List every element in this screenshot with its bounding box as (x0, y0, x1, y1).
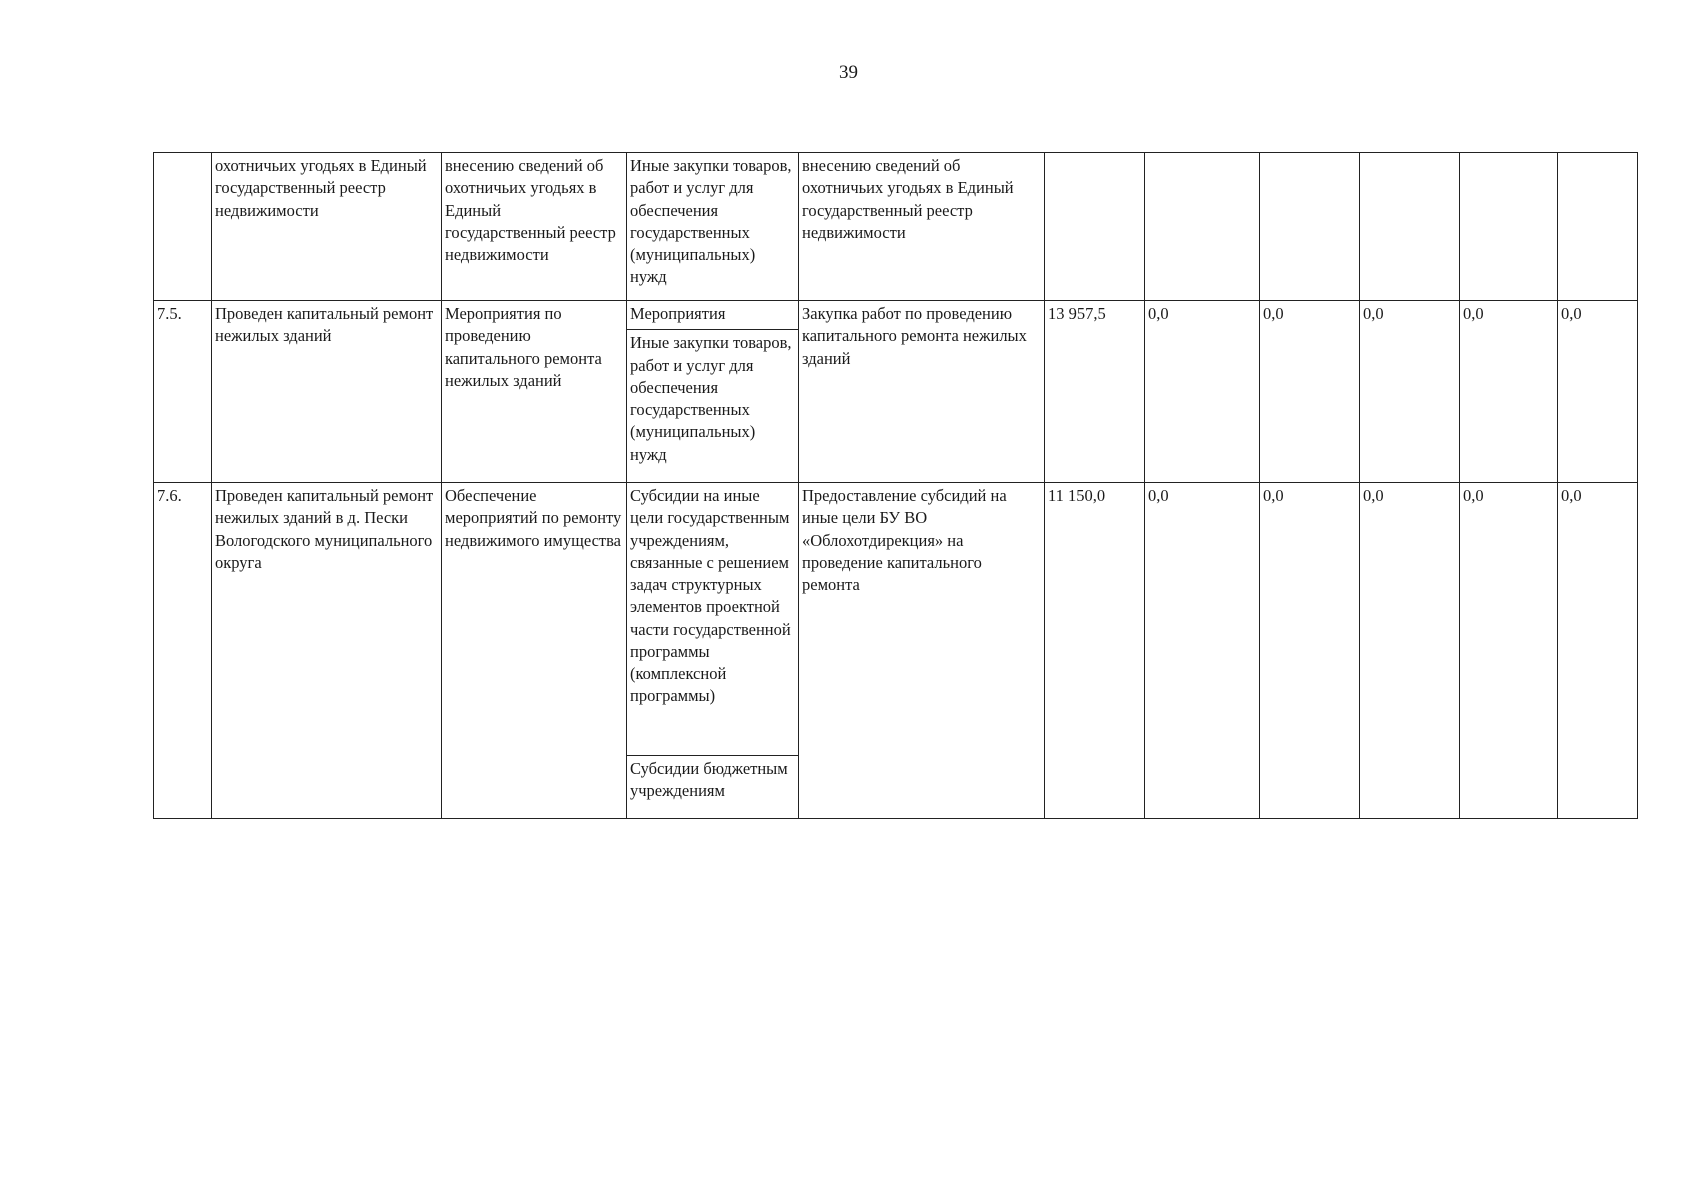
description-cell: Предоставление субсидий на иные цели БУ ВО «Облохотдирекция» на проведение капитального ремонта (799, 483, 1045, 819)
amount-cell: 13 957,5 (1045, 301, 1145, 483)
row-number (154, 153, 212, 301)
table-row (154, 301, 1638, 483)
page-number: 39 (839, 62, 858, 83)
amount-cell: 11 150,0 (1045, 483, 1145, 819)
program-activities-table (153, 152, 1638, 819)
activity-cell: внесению сведений об охотничьих угодьях в Единый государственный реестр недвижимости (442, 153, 627, 301)
result-cell: Проведен капитальный ремонт нежилых зданий (212, 301, 442, 483)
expense-type-cell: Иные закупки товаров, работ и услуг для обеспечения государственных (муниципальных) нужд (627, 153, 799, 301)
expense-type-group: Мероприятия (630, 304, 726, 323)
amount-cell: 0,0 (1460, 301, 1558, 483)
table-row (154, 153, 1638, 301)
amount-cell (1460, 153, 1558, 301)
row-number: 7.6. (154, 483, 212, 819)
expense-type-cell (627, 301, 799, 483)
description-cell: Закупка работ по проведению капитального ремонта нежилых зданий (799, 301, 1045, 483)
row-number: 7.5. (154, 301, 212, 483)
result-cell: Проведен капитальный ремонт нежилых зданий в д. Пески Вологодского муниципального округа (212, 483, 442, 819)
expense-type-group: Субсидии на иные цели государственным учреждениям, связанные с решением задач структурных элементов проектной части государственной программы (комплексной программы) (630, 486, 791, 706)
expense-type-item: Иные закупки товаров, работ и услуг для обеспечения государственных (муниципальных) нужд (627, 329, 798, 470)
amount-cell: 0,0 (1145, 301, 1260, 483)
amount-cell: 0,0 (1360, 301, 1460, 483)
activity-cell: Обеспечение мероприятий по ремонту недвижимого имущества (442, 483, 627, 819)
amount-cell: 0,0 (1460, 483, 1558, 819)
amount-cell: 0,0 (1360, 483, 1460, 819)
table-row (154, 483, 1638, 819)
amount-cell: 0,0 (1145, 483, 1260, 819)
amount-cell (1360, 153, 1460, 301)
amount-cell (1260, 153, 1360, 301)
amount-cell: 0,0 (1260, 301, 1360, 483)
amount-cell (1145, 153, 1260, 301)
amount-cell (1045, 153, 1145, 301)
expense-type-item: Субсидии бюджетным учреждениям (627, 755, 798, 807)
amount-cell: 0,0 (1558, 483, 1638, 819)
expense-type-cell (627, 483, 799, 819)
amount-cell: 0,0 (1558, 301, 1638, 483)
result-cell: охотничьих угодьях в Единый государственный реестр недвижимости (212, 153, 442, 301)
amount-cell: 0,0 (1260, 483, 1360, 819)
description-cell: внесению сведений об охотничьих угодьях в Единый государственный реестр недвижимости (799, 153, 1045, 301)
amount-cell (1558, 153, 1638, 301)
activity-cell: Мероприятия по проведению капитального ремонта нежилых зданий (442, 301, 627, 483)
